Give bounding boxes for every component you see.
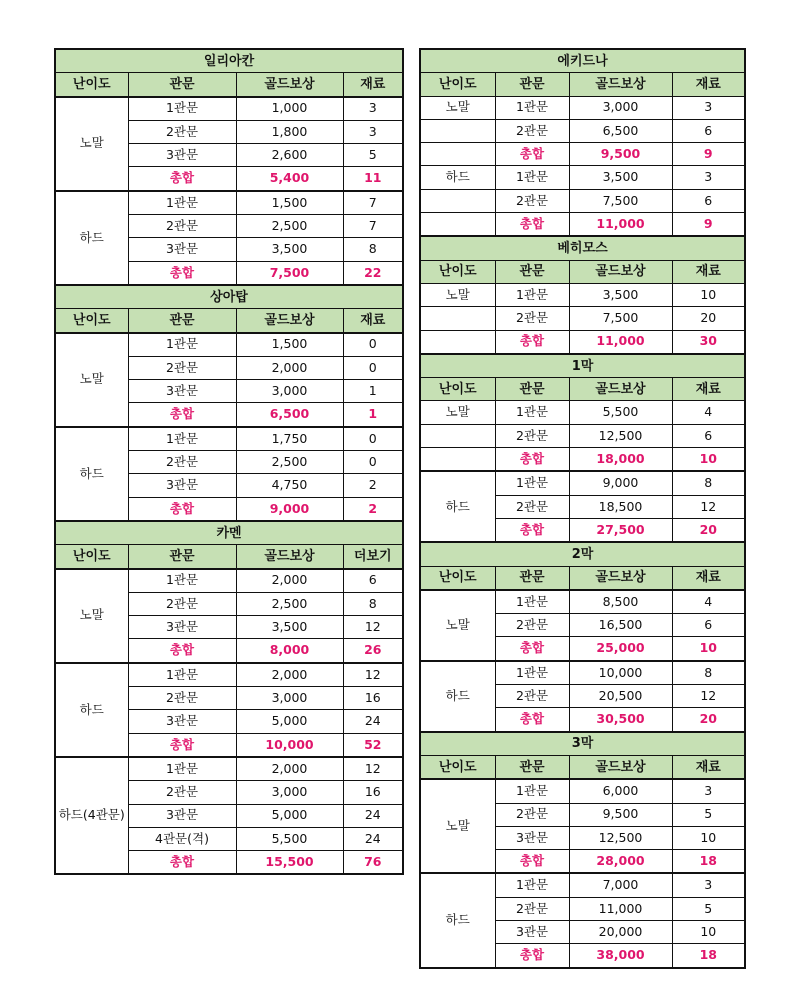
section-title-row (55, 521, 403, 545)
difficulty-cell: 하드 (420, 661, 495, 732)
gold-cell: 11,000 (569, 330, 672, 354)
material-cell: 22 (343, 261, 403, 285)
table-row (420, 401, 745, 424)
gate-cell: 3관문 (128, 804, 236, 827)
difficulty-cell (420, 330, 495, 354)
gate-cell: 1관문 (495, 779, 569, 803)
section-title-row (420, 49, 745, 73)
material-cell: 9 (672, 213, 745, 237)
section-title-row (420, 236, 745, 260)
gold-cell: 6,000 (569, 779, 672, 803)
difficulty-cell (420, 189, 495, 212)
gate-cell: 2관문 (495, 685, 569, 708)
material-cell: 8 (672, 661, 745, 685)
section-title: 베히모스 (420, 236, 745, 260)
gate-cell: 1관문 (128, 191, 236, 215)
table-row (420, 166, 745, 189)
gate-cell: 1관문 (128, 663, 236, 687)
table-row (420, 448, 745, 472)
gate-cell: 1관문 (128, 97, 236, 121)
gate-cell: 총합 (495, 143, 569, 166)
column-header: 난이도 (420, 73, 495, 96)
column-header: 재료 (672, 260, 745, 283)
gold-cell: 9,500 (569, 143, 672, 166)
column-header: 관문 (495, 73, 569, 96)
gold-cell: 20,500 (569, 685, 672, 708)
gate-cell: 총합 (128, 167, 236, 191)
material-cell: 4 (672, 590, 745, 614)
gate-cell: 1관문 (495, 471, 569, 495)
table-row (420, 119, 745, 142)
material-cell: 7 (343, 215, 403, 238)
gate-cell: 2관문 (495, 189, 569, 212)
gate-cell: 3관문 (128, 238, 236, 261)
table-row (55, 97, 403, 121)
column-header: 관문 (128, 73, 236, 97)
material-cell: 0 (343, 451, 403, 474)
gate-cell: 1관문 (495, 590, 569, 614)
gold-cell: 5,000 (236, 710, 343, 733)
section-title-row (55, 285, 403, 309)
material-cell: 24 (343, 804, 403, 827)
column-header-row (420, 566, 745, 590)
table-row (55, 191, 403, 215)
table-row (55, 757, 403, 781)
gold-cell: 2,600 (236, 144, 343, 167)
column-header-row (420, 260, 745, 283)
gate-cell: 총합 (128, 261, 236, 285)
column-header: 골드보상 (569, 260, 672, 283)
gold-cell: 25,000 (569, 637, 672, 661)
column-header: 난이도 (420, 566, 495, 590)
gold-cell: 20,000 (569, 920, 672, 943)
difficulty-cell: 하드 (55, 427, 128, 521)
material-cell: 6 (672, 614, 745, 637)
gate-cell: 2관문 (128, 356, 236, 379)
gate-cell: 총합 (495, 850, 569, 874)
material-cell: 10 (672, 637, 745, 661)
table-row (420, 779, 745, 803)
column-header: 관문 (495, 566, 569, 590)
gold-cell: 1,500 (236, 191, 343, 215)
gold-cell: 2,000 (236, 569, 343, 593)
section-title: 1막 (420, 354, 745, 378)
material-cell: 16 (343, 687, 403, 710)
material-cell: 5 (672, 803, 745, 826)
difficulty-cell: 노말 (55, 569, 128, 663)
left-raid-column (54, 48, 402, 875)
column-header: 재료 (672, 378, 745, 401)
table-row (420, 330, 745, 354)
difficulty-cell: 하드 (420, 166, 495, 189)
difficulty-cell (420, 307, 495, 330)
table-row (420, 873, 745, 897)
material-cell: 16 (343, 781, 403, 804)
gate-cell: 1관문 (128, 757, 236, 781)
gold-cell: 3,500 (236, 238, 343, 261)
gate-cell: 3관문 (128, 474, 236, 497)
difficulty-cell: 노말 (420, 401, 495, 424)
column-header: 관문 (128, 545, 236, 569)
gate-cell: 2관문 (128, 687, 236, 710)
gold-cell: 7,500 (569, 307, 672, 330)
gold-cell: 28,000 (569, 850, 672, 874)
difficulty-cell (420, 143, 495, 166)
difficulty-cell: 노말 (420, 283, 495, 306)
section-title: 2막 (420, 542, 745, 566)
section-title: 일리아칸 (55, 49, 403, 73)
gate-cell: 2관문 (495, 897, 569, 920)
section-title-row (420, 732, 745, 756)
material-cell: 12 (343, 757, 403, 781)
gate-cell: 총합 (128, 497, 236, 521)
gold-cell: 3,500 (236, 616, 343, 639)
gold-cell: 10,000 (569, 661, 672, 685)
gold-cell: 4,750 (236, 474, 343, 497)
gold-cell: 18,000 (569, 448, 672, 472)
material-cell: 11 (343, 167, 403, 191)
gold-cell: 11,000 (569, 213, 672, 237)
table-row (420, 307, 745, 330)
material-cell: 4 (672, 401, 745, 424)
gate-cell: 2관문 (128, 451, 236, 474)
gold-cell: 2,000 (236, 663, 343, 687)
gate-cell: 2관문 (495, 495, 569, 518)
gate-cell: 3관문 (128, 710, 236, 733)
gate-cell: 2관문 (128, 120, 236, 143)
table-row (420, 661, 745, 685)
gold-cell: 1,800 (236, 120, 343, 143)
material-cell: 6 (672, 424, 745, 447)
gate-cell: 1관문 (128, 427, 236, 451)
column-header: 관문 (128, 309, 236, 333)
material-cell: 24 (343, 827, 403, 850)
material-cell: 2 (343, 474, 403, 497)
gold-cell: 3,000 (569, 96, 672, 119)
column-header: 골드보상 (236, 73, 343, 97)
gate-cell: 2관문 (495, 424, 569, 447)
material-cell: 10 (672, 826, 745, 849)
gold-cell: 5,000 (236, 804, 343, 827)
table-row (420, 283, 745, 306)
gold-cell: 2,000 (236, 757, 343, 781)
gate-cell: 2관문 (495, 307, 569, 330)
material-cell: 20 (672, 518, 745, 542)
material-cell: 1 (343, 403, 403, 427)
gate-cell: 총합 (128, 733, 236, 757)
column-header: 골드보상 (569, 378, 672, 401)
material-cell: 6 (343, 569, 403, 593)
gold-cell: 38,000 (569, 944, 672, 968)
gold-cell: 6,500 (236, 403, 343, 427)
column-header: 골드보상 (236, 309, 343, 333)
gold-cell: 10,000 (236, 733, 343, 757)
difficulty-cell (420, 448, 495, 472)
difficulty-cell: 하드 (420, 873, 495, 967)
material-cell: 24 (343, 710, 403, 733)
column-header: 골드보상 (569, 755, 672, 779)
column-header-row (420, 73, 745, 96)
difficulty-cell: 노말 (420, 590, 495, 661)
column-header-row (55, 73, 403, 97)
gate-cell: 1관문 (495, 96, 569, 119)
material-cell: 20 (672, 708, 745, 732)
difficulty-cell (420, 213, 495, 237)
gold-cell: 2,500 (236, 215, 343, 238)
material-cell: 3 (672, 779, 745, 803)
column-header: 골드보상 (236, 545, 343, 569)
table-row (420, 143, 745, 166)
gate-cell: 총합 (495, 330, 569, 354)
column-header-row (55, 309, 403, 333)
gold-cell: 9,000 (236, 497, 343, 521)
section-title: 3막 (420, 732, 745, 756)
gold-cell: 1,500 (236, 333, 343, 357)
gate-cell: 1관문 (128, 569, 236, 593)
gate-cell: 3관문 (128, 380, 236, 403)
gate-cell: 1관문 (495, 661, 569, 685)
column-header: 난이도 (55, 545, 128, 569)
table-row (55, 569, 403, 593)
material-cell: 8 (343, 238, 403, 261)
column-header: 골드보상 (569, 73, 672, 96)
table-row (420, 189, 745, 212)
material-cell: 5 (672, 897, 745, 920)
column-header-row (420, 378, 745, 401)
material-cell: 10 (672, 448, 745, 472)
gate-cell: 2관문 (128, 592, 236, 615)
table-row (420, 96, 745, 119)
gate-cell: 2관문 (128, 215, 236, 238)
material-cell: 26 (343, 639, 403, 663)
gate-cell: 3관문 (495, 920, 569, 943)
gate-cell: 총합 (495, 637, 569, 661)
gold-cell: 1,000 (236, 97, 343, 121)
gate-cell: 총합 (128, 639, 236, 663)
difficulty-cell: 하드 (420, 471, 495, 542)
gold-cell: 8,000 (236, 639, 343, 663)
column-header: 더보기 (343, 545, 403, 569)
raid-table-left (54, 48, 404, 875)
material-cell: 3 (672, 96, 745, 119)
material-cell: 5 (343, 144, 403, 167)
gate-cell: 1관문 (128, 333, 236, 357)
gate-cell: 총합 (495, 708, 569, 732)
gold-cell: 8,500 (569, 590, 672, 614)
gold-cell: 5,400 (236, 167, 343, 191)
gold-cell: 7,500 (569, 189, 672, 212)
column-header: 난이도 (55, 73, 128, 97)
material-cell: 3 (672, 873, 745, 897)
column-header: 재료 (672, 73, 745, 96)
material-cell: 20 (672, 307, 745, 330)
material-cell: 1 (343, 380, 403, 403)
column-header: 관문 (495, 755, 569, 779)
gate-cell: 총합 (495, 213, 569, 237)
section-title-row (55, 49, 403, 73)
gate-cell: 총합 (495, 518, 569, 542)
column-header: 난이도 (420, 260, 495, 283)
section-title: 상아탑 (55, 285, 403, 309)
section-title-row (420, 354, 745, 378)
material-cell: 6 (672, 119, 745, 142)
material-cell: 9 (672, 143, 745, 166)
gate-cell: 3관문 (128, 144, 236, 167)
section-title-row (420, 542, 745, 566)
section-title: 에키드나 (420, 49, 745, 73)
gold-cell: 11,000 (569, 897, 672, 920)
material-cell: 18 (672, 944, 745, 968)
material-cell: 3 (343, 120, 403, 143)
gold-cell: 3,500 (569, 166, 672, 189)
column-header: 재료 (343, 309, 403, 333)
gold-cell: 12,500 (569, 826, 672, 849)
gold-cell: 3,000 (236, 687, 343, 710)
difficulty-cell: 노말 (420, 779, 495, 873)
material-cell: 18 (672, 850, 745, 874)
material-cell: 10 (672, 283, 745, 306)
gate-cell: 총합 (128, 403, 236, 427)
gold-cell: 7,000 (569, 873, 672, 897)
column-header: 관문 (495, 260, 569, 283)
table-row (420, 590, 745, 614)
gold-cell: 30,500 (569, 708, 672, 732)
material-cell: 12 (343, 663, 403, 687)
gold-cell: 7,500 (236, 261, 343, 285)
material-cell: 3 (672, 166, 745, 189)
column-header: 난이도 (55, 309, 128, 333)
material-cell: 7 (343, 191, 403, 215)
table-row (55, 333, 403, 357)
material-cell: 30 (672, 330, 745, 354)
material-cell: 8 (672, 471, 745, 495)
table-row (420, 213, 745, 237)
gate-cell: 1관문 (495, 401, 569, 424)
material-cell: 0 (343, 427, 403, 451)
gate-cell: 3관문 (128, 616, 236, 639)
column-header: 관문 (495, 378, 569, 401)
gold-cell: 2,500 (236, 451, 343, 474)
gold-cell: 9,500 (569, 803, 672, 826)
gold-cell: 5,500 (236, 827, 343, 850)
material-cell: 12 (672, 495, 745, 518)
gold-cell: 3,000 (236, 380, 343, 403)
gate-cell: 1관문 (495, 166, 569, 189)
gold-cell: 3,500 (569, 283, 672, 306)
difficulty-cell: 하드 (55, 663, 128, 757)
column-header: 재료 (672, 755, 745, 779)
difficulty-cell (420, 424, 495, 447)
gold-cell: 2,000 (236, 356, 343, 379)
gate-cell: 1관문 (495, 873, 569, 897)
gold-cell: 16,500 (569, 614, 672, 637)
material-cell: 6 (672, 189, 745, 212)
gate-cell: 3관문 (495, 826, 569, 849)
raid-table-right (419, 48, 746, 969)
right-raid-column (419, 48, 744, 969)
column-header-row (55, 545, 403, 569)
gold-cell: 18,500 (569, 495, 672, 518)
gate-cell: 총합 (495, 448, 569, 472)
gate-cell: 총합 (128, 851, 236, 875)
material-cell: 12 (672, 685, 745, 708)
gold-cell: 1,750 (236, 427, 343, 451)
material-cell: 3 (343, 97, 403, 121)
table-row (55, 663, 403, 687)
gold-cell: 9,000 (569, 471, 672, 495)
column-header: 재료 (672, 566, 745, 590)
gold-cell: 12,500 (569, 424, 672, 447)
column-header: 골드보상 (569, 566, 672, 590)
gate-cell: 2관문 (495, 614, 569, 637)
column-header-row (420, 755, 745, 779)
section-title: 카멘 (55, 521, 403, 545)
difficulty-cell: 노말 (55, 333, 128, 427)
material-cell: 8 (343, 592, 403, 615)
material-cell: 52 (343, 733, 403, 757)
gold-cell: 3,000 (236, 781, 343, 804)
gate-cell: 총합 (495, 944, 569, 968)
difficulty-cell: 노말 (420, 96, 495, 119)
gold-cell: 27,500 (569, 518, 672, 542)
material-cell: 10 (672, 920, 745, 943)
difficulty-cell: 하드(4관문) (55, 757, 128, 874)
gate-cell: 2관문 (128, 781, 236, 804)
table-row (420, 471, 745, 495)
gate-cell: 4관문(격) (128, 827, 236, 850)
material-cell: 0 (343, 333, 403, 357)
difficulty-cell: 노말 (55, 97, 128, 191)
column-header: 재료 (343, 73, 403, 97)
gate-cell: 2관문 (495, 803, 569, 826)
gold-cell: 5,500 (569, 401, 672, 424)
material-cell: 76 (343, 851, 403, 875)
column-header: 난이도 (420, 378, 495, 401)
difficulty-cell: 하드 (55, 191, 128, 285)
gold-cell: 15,500 (236, 851, 343, 875)
gold-cell: 2,500 (236, 592, 343, 615)
gold-cell: 6,500 (569, 119, 672, 142)
gate-cell: 1관문 (495, 283, 569, 306)
table-row (55, 427, 403, 451)
gate-cell: 2관문 (495, 119, 569, 142)
material-cell: 0 (343, 356, 403, 379)
material-cell: 12 (343, 616, 403, 639)
column-header: 난이도 (420, 755, 495, 779)
table-row (420, 424, 745, 447)
difficulty-cell (420, 119, 495, 142)
material-cell: 2 (343, 497, 403, 521)
